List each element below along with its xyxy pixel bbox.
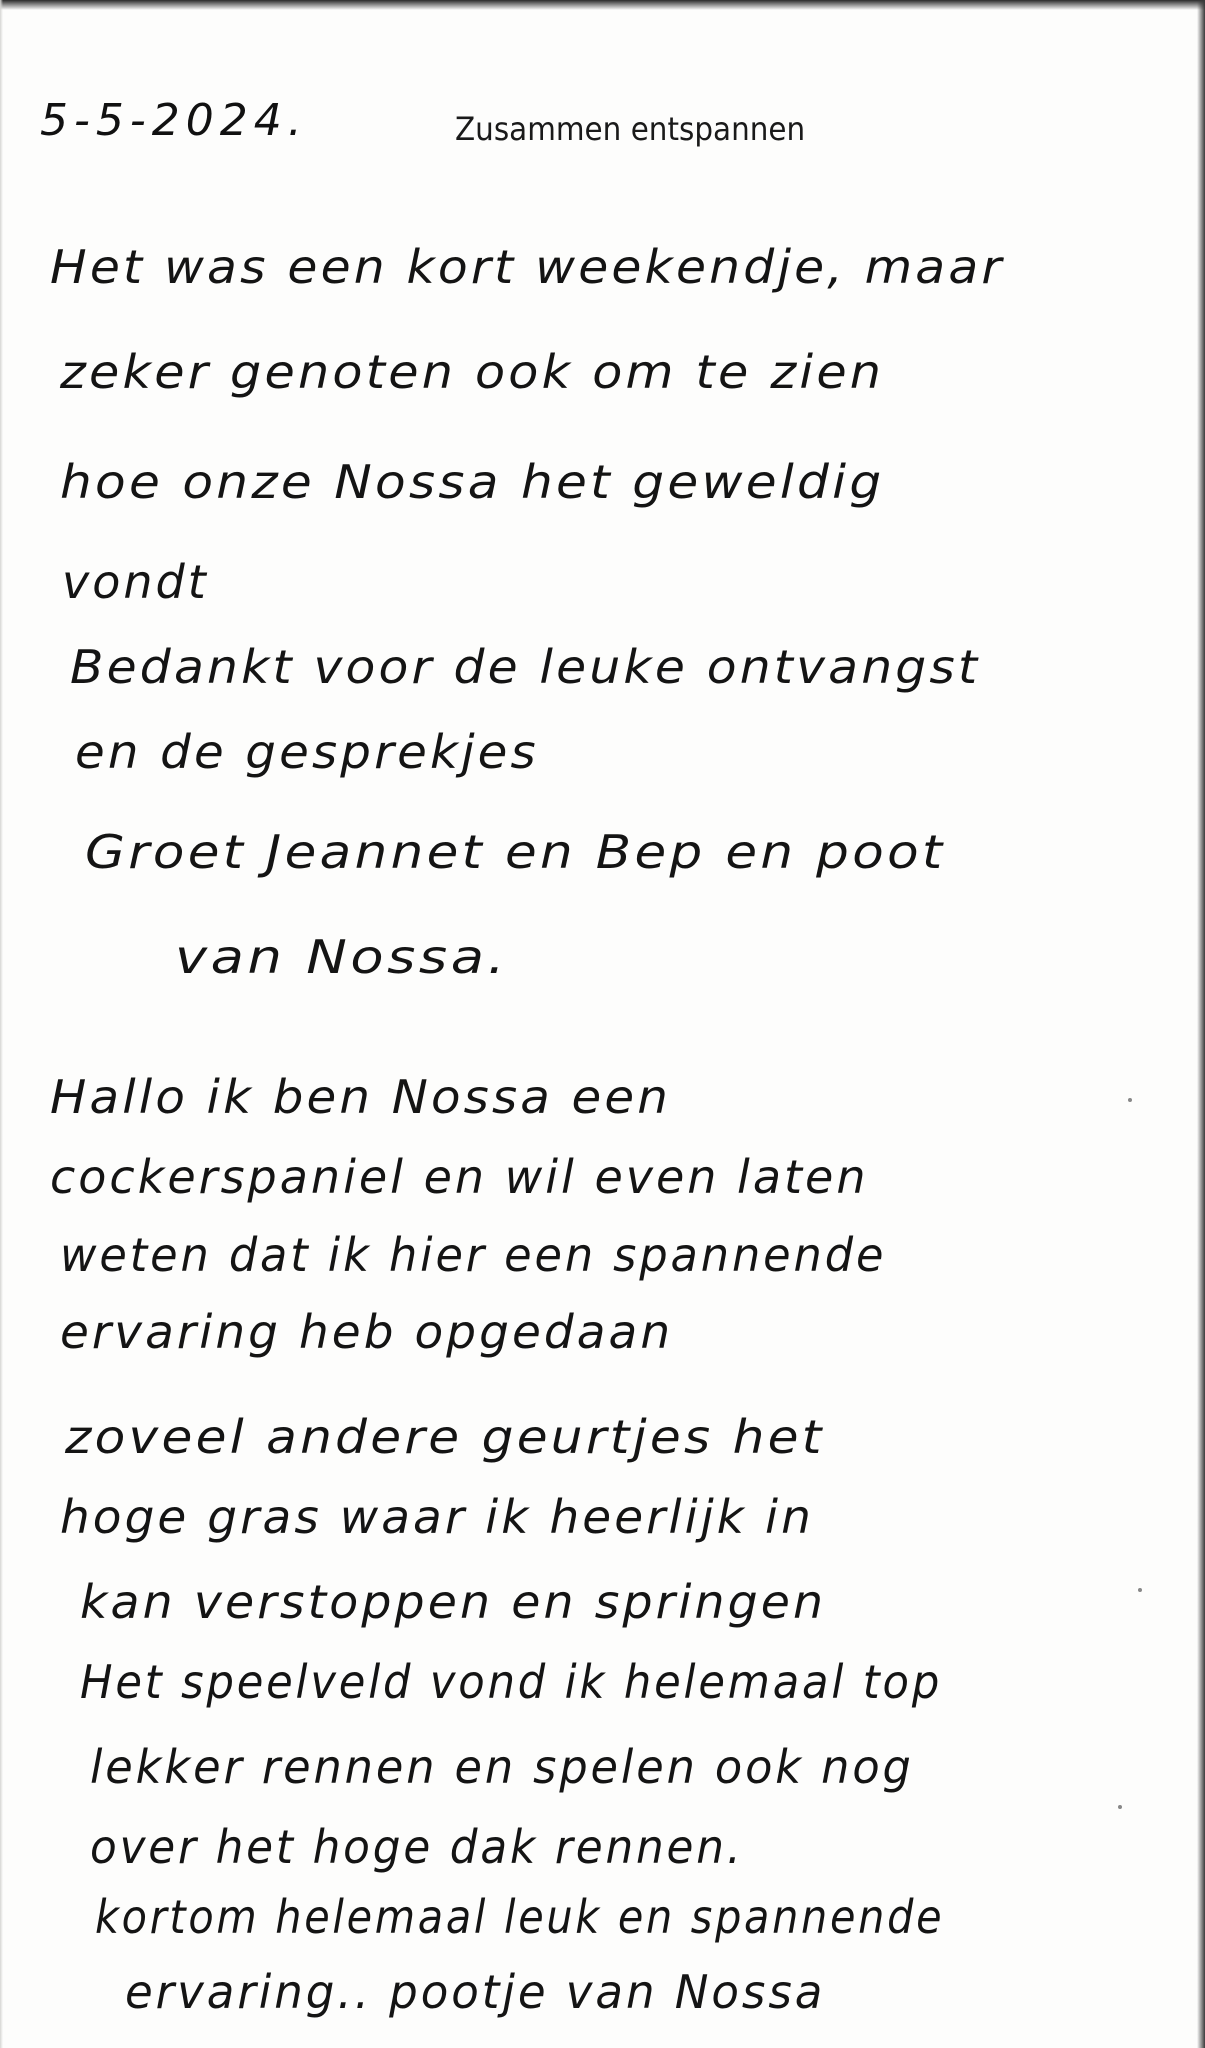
handwritten-line: zeker genoten ook om te zien [60,345,885,399]
page-left-edge [0,0,3,2048]
handwritten-line: Hallo ik ben Nossa een [50,1070,672,1124]
handwritten-line: zoveel andere geurtjes het [65,1410,825,1464]
handwritten-line: weten dat ik hier een spannende [60,1228,887,1282]
handwritten-line: ervaring.. pootje van Nossa [125,1965,826,2019]
handwritten-line: ervaring heb opgedaan [60,1305,674,1359]
entry-title: Zusammen entspannen [455,110,806,148]
handwritten-line: hoe onze Nossa het geweldig [60,455,885,509]
handwritten-line: van Nossa. [175,930,509,984]
page-right-edge [1197,0,1205,2048]
handwritten-line: Het speelveld vond ik helemaal top [80,1655,943,1709]
page-top-edge [0,0,1205,10]
handwritten-line: Het was een kort weekendje, maar [50,240,1005,294]
handwritten-line: over het hoge dak rennen. [90,1820,744,1874]
handwritten-line: Groet Jeannet en Bep en poot [85,825,946,879]
paper-speck [1118,1805,1122,1809]
paper-speck [1128,1098,1132,1102]
handwritten-line: lekker rennen en spelen ook nog [90,1740,914,1794]
handwritten-line: kortom helemaal leuk en spannende [95,1890,945,1944]
paper-speck [1138,1588,1142,1592]
handwritten-line: en de gesprekjes [75,725,539,779]
handwritten-line: kan verstoppen en springen [80,1575,827,1629]
entry-date: 5-5-2024. [40,95,308,146]
handwritten-line: hoge gras waar ik heerlijk in [60,1490,814,1544]
handwritten-line: cockerspaniel en wil even laten [50,1150,869,1204]
handwritten-line: vondt [62,555,209,609]
handwritten-line: Bedankt voor de leuke ontvangst [70,640,981,694]
